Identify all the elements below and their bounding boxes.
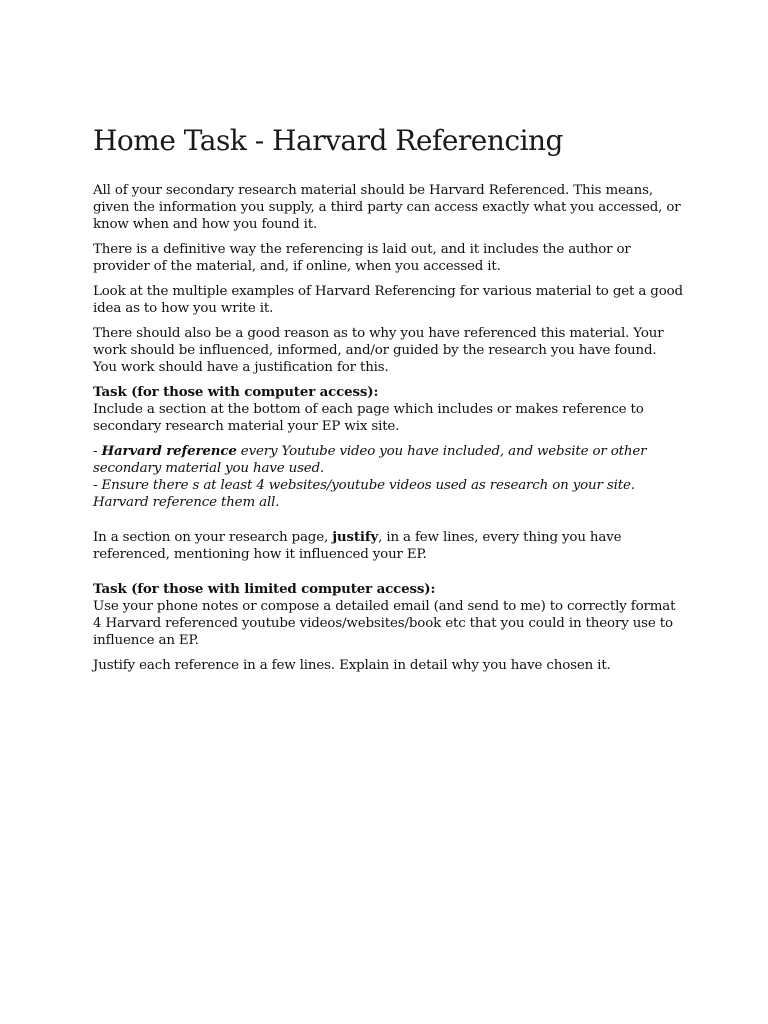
paragraph-layout: There is a definitive way the referencing is laid out, and it includes the author or provider of the material, and, if online, when you accessed it.	[93, 242, 631, 274]
task-computer-body: Include a section at the bottom of each page which includes or makes reference to secondary research material your EP wix site.	[93, 402, 644, 434]
paragraph-justify-each: Justify each reference in a few lines. Explain in detail why you have chosen it.	[93, 658, 611, 673]
paragraph-examples: Look at the multiple examples of Harvard Referencing for various material to get a good idea as to how you write it.	[93, 284, 683, 316]
bullet-1-rest: every Youtube video you have included, and website or other secondary material you have used.	[93, 444, 647, 476]
task-limited-section	[93, 581, 683, 649]
justify-prefix: In a section on your research page,	[93, 530, 333, 545]
task-limited-heading: Task (for those with limited computer access):	[93, 581, 436, 597]
paragraph-intro: All of your secondary research material should be Harvard Referenced. This means, given the information you supply, a third party can access exactly what you accessed, or know when and how you found it.	[93, 183, 681, 232]
bullet-1-bold: Harvard reference	[101, 443, 237, 459]
paragraph-justify-research	[93, 529, 683, 563]
justify-rest: , in a few lines, every thing you have referenced, mentioning how it influenced your EP.	[93, 530, 622, 562]
bullet-1	[93, 444, 646, 476]
bullet-1-prefix: -	[93, 444, 102, 459]
task-computer-bullets	[93, 443, 683, 511]
task-computer-heading: Task (for those with computer access):	[93, 384, 379, 400]
document-title: Home Task - Harvard Referencing	[93, 124, 563, 157]
task-limited-body: Use your phone notes or compose a detailed email (and send to me) to correctly format 4 Harvard referenced youtube videos/websites/book etc that you could in theory use to influence an EP.	[93, 599, 676, 648]
document-page	[93, 124, 683, 682]
justify-bold: justify	[332, 529, 379, 545]
task-computer-section	[93, 384, 683, 435]
paragraph-reason: There should also be a good reason as to why you have referenced this material. Your work should be influenced, informed, and/or guided by the research you have found. You work should have a justification for this.	[93, 326, 664, 375]
bullet-2: - Ensure there s at least 4 websites/youtube videos used as research on your site. Harvard reference them all.	[93, 478, 635, 510]
